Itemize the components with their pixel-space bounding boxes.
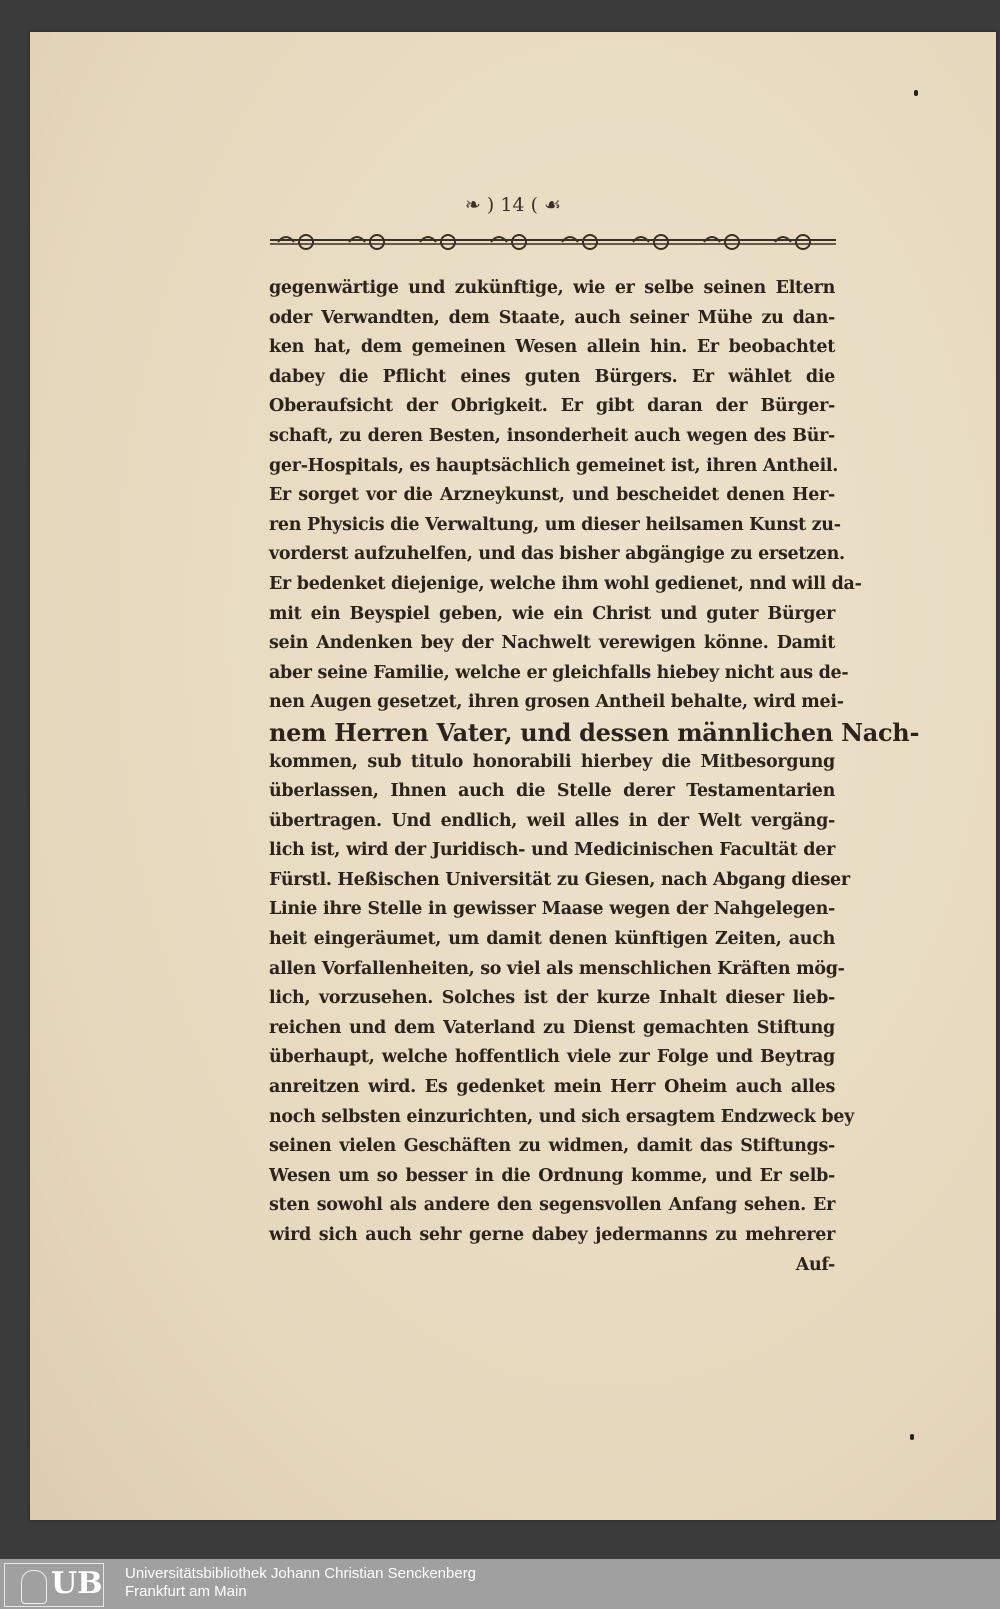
text-line: oder Verwandten, dem Staate, auch seiner Mühe zu dan- [269,307,835,328]
text-line: Linie ihre Stelle in gewisser Maase wegen der Nahgelegen- [269,899,835,920]
text-line: ren Physicis die Verwaltung, um dieser heilsamen Kunst zu- [269,514,841,535]
text-line: überhaupt, welche hoffentlich viele zur Folge und Beytrag [269,1047,835,1068]
text-line: wird sich auch sehr gerne dabey jedermanns zu mehrerer [269,1225,835,1245]
text-line: schaft, zu deren Besten, insonderheit auch wegen des Bür- [269,425,835,446]
text-line: Wesen um so besser in die Ordnung komme, und Er selb- [269,1165,835,1186]
text-line: gegenwärtige und zukünftige, wie er selbe seinen Eltern [269,278,835,298]
logo-text: UB [51,1566,103,1601]
library-name-line1: Universitätsbibliothek Johann Christian Senckenberg [125,1565,477,1582]
ornament-right-icon: ( ☙ [524,194,562,216]
text-line: anreitzen wird. Es gedenket mein Herr Oheim auch alles [269,1077,835,1098]
text-line: sten sowohl als andere den segensvollen Anfang sehen. Er [269,1195,835,1216]
text-line: Er sorget vor die Arzneykunst, und bescheidet denen Her- [269,485,835,506]
decorative-border-ornament [266,230,840,254]
text-line: Oberaufsicht der Obrigkeit. Er gibt daran der Bürger- [269,396,835,417]
text-line: nem Herren Vater, und dessen männlichen Nach- [269,717,920,747]
document-page [30,32,996,1520]
scan-mark [910,1434,914,1440]
text-line: ken hat, dem gemeinen Wesen allein hin. Er beobachtet [269,337,835,358]
text-line: nen Augen gesetzet, ihren grosen Antheil behalte, wird mei- [269,692,844,713]
text-line: Fürstl. Heßischen Universität zu Giesen, nach Abgang dieser [269,869,850,890]
text-line: noch selbsten einzurichten, und sich ersagtem Endzweck bey [269,1106,854,1127]
scan-mark [914,90,918,96]
text-line: überlassen, Ihnen auch die Stelle derer Testamentarien [269,781,835,802]
library-name [125,1565,476,1601]
page-number-header [30,194,996,216]
text-line: lich, vorzusehen. Solches ist der kurze Inhalt dieser lieb- [269,988,835,1009]
text-line: kommen, sub titulo honorabili hierbey die Mitbesorgung [269,751,835,772]
text-line: heit eingeräumet, um damit denen künftigen Zeiten, auch [269,929,835,950]
text-line: mit ein Beyspiel geben, wie ein Christ und guter Bürger [269,603,835,624]
text-line: aber seine Familie, welche er gleichfalls hiebey nicht aus de- [269,662,849,683]
text-line: sein Andenken bey der Nachwelt verewigen könne. Damit [269,633,835,654]
text-line: lich ist, wird der Juridisch- und Medicinischen Facultät der [269,840,835,861]
text-line: allen Vorfallenheiten, so viel als menschlichen Kräften mög- [269,958,845,979]
text-line: dabey die Pflicht eines guten Bürgers. Er wählet die [269,366,835,387]
catchword: Auf- [795,1254,835,1275]
ornament-left-icon: ❧ ) [464,194,501,216]
text-line: vorderst aufzuhelfen, und das bisher abgängige zu ersetzen. [269,544,845,565]
library-footer-bar [0,1559,1000,1609]
library-logo[interactable] [4,1563,104,1607]
page-number: 14 [500,194,525,216]
text-line: übertragen. Und endlich, weil alles in der Welt vergäng- [269,810,835,831]
text-line: Er bedenket diejenige, welche ihm wohl gedienet, nnd will da- [269,573,862,594]
portrait-icon [21,1570,47,1604]
body-text [269,274,920,1280]
text-line: ger-Hospitals, es hauptsächlich gemeinet ist, ihren Antheil. [269,455,839,476]
text-line: reichen und dem Vaterland zu Dienst gemachten Stiftung [269,1017,835,1038]
library-name-line2: Frankfurt am Main [125,1583,247,1600]
text-line: seinen vielen Geschäften zu widmen, damit das Stiftungs- [269,1136,835,1157]
